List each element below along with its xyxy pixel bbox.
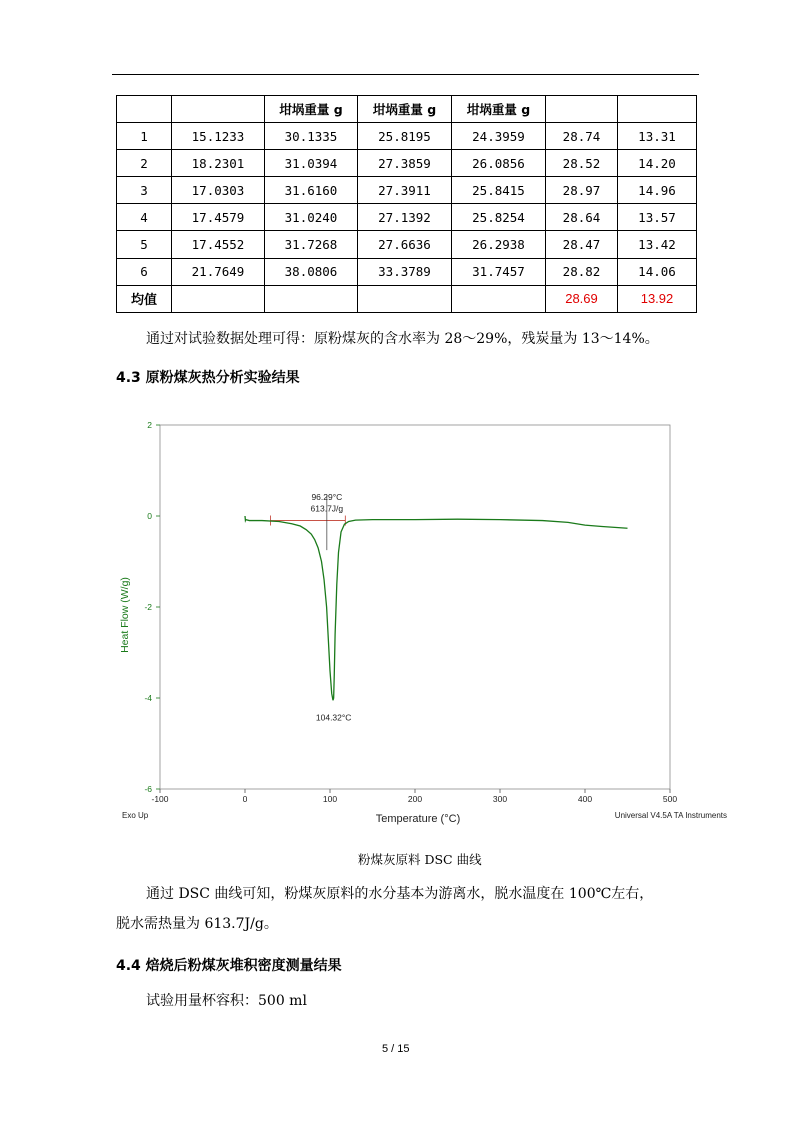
y-tick-label: -6 [144,784,152,794]
table-cell: 13.42 [618,231,697,258]
x-tick-label: 400 [577,794,593,804]
figure-caption: 粉煤灰原料 DSC 曲线 [358,852,482,867]
table-cell: 17.4552 [172,231,265,258]
x-tick-label: -100 [151,794,169,804]
header-cell [172,96,265,123]
table-row [117,177,697,204]
table-cell: 28.74 [546,123,618,150]
table-cell [358,285,452,312]
dsc-paragraph-line-1: 通过 DSC 曲线可知，粉煤灰原料的水分基本为游离水，脱水温度在 100℃左右， [146,886,654,902]
x-tick-label: 200 [407,794,423,804]
table-cell: 13.31 [618,123,697,150]
average-row [117,285,697,312]
header-cell: 坩埚重量 g [265,96,358,123]
header-rule [112,74,699,75]
x-tick-label: 100 [322,794,338,804]
y-tick-label: -2 [144,602,152,612]
table-cell: 14.96 [618,177,697,204]
table-cell: 28.52 [546,150,618,177]
table-cell: 28.47 [546,231,618,258]
table-cell: 1 [117,123,172,150]
table-cell [265,285,358,312]
table-cell: 5 [117,231,172,258]
table-cell: 17.0303 [172,177,265,204]
exo-up-label: Exo Up [122,811,149,820]
x-tick-label: 500 [662,794,678,804]
table-cell: 38.0806 [265,258,358,285]
peak-min-annotation: 104.32°C [315,712,352,723]
average-label: 均值 [117,285,172,312]
table-cell: 3 [117,177,172,204]
table-cell: 27.1392 [358,204,452,231]
table-cell: 18.2301 [172,150,265,177]
table-cell: 25.8254 [452,204,546,231]
x-axis-label: Temperature (°C) [375,813,461,825]
dsc-paragraph-line-2: 脱水需热量为 613.7J/g。 [116,916,278,932]
table-cell: 27.3911 [358,177,452,204]
dsc-series-line [245,516,628,700]
table-cell: 6 [117,258,172,285]
table-row [117,123,697,150]
plot-frame [160,425,670,789]
y-tick-label: -4 [144,693,152,703]
y-tick-label: 2 [147,420,152,430]
data-table [116,95,697,313]
result-paragraph: 通过对试验数据处理可得：原粉煤灰的含水率为 28～29%，残炭量为 13～14%。 [146,331,659,347]
table-header-row [117,96,697,123]
section-heading-4-4: 4.4 焙烧后粉煤灰堆积密度测量结果 [116,958,342,974]
header-cell [618,96,697,123]
table-cell: 28.97 [546,177,618,204]
header-cell: 坩埚重量 g [358,96,452,123]
table-row [117,204,697,231]
table-cell: 26.0856 [452,150,546,177]
instrument-label: Universal V4.5A TA Instruments [614,811,727,820]
table-cell: 2 [117,150,172,177]
cup-volume-paragraph: 试验用量杯容积：500 ml [146,993,307,1009]
average-carbon: 13.92 [618,285,697,312]
average-moisture: 28.69 [546,285,618,312]
enthalpy-annotation: 613.7J/g [310,503,344,514]
table-cell: 28.82 [546,258,618,285]
table-cell: 31.0394 [265,150,358,177]
table-cell: 27.6636 [358,231,452,258]
header-cell [117,96,172,123]
table-cell: 14.06 [618,258,697,285]
table-cell [452,285,546,312]
y-axis-label: Heat Flow (W/g) [119,577,131,653]
table-cell: 31.7268 [265,231,358,258]
table-cell: 21.7649 [172,258,265,285]
table-cell: 17.4579 [172,204,265,231]
peak-onset-annotation: 96.29°C [311,492,343,503]
table-row [117,258,697,285]
table-cell: 15.1233 [172,123,265,150]
table-cell: 33.3789 [358,258,452,285]
header-cell [546,96,618,123]
table-cell: 25.8415 [452,177,546,204]
table-cell: 25.8195 [358,123,452,150]
table-row [117,150,697,177]
table-cell: 24.3959 [452,123,546,150]
table-cell: 30.1335 [265,123,358,150]
table-cell: 4 [117,204,172,231]
table-cell: 26.2938 [452,231,546,258]
table-cell: 28.64 [546,204,618,231]
section-heading-4-3: 4.3 原粉煤灰热分析实验结果 [116,370,300,386]
table-cell: 31.6160 [265,177,358,204]
table-row [117,231,697,258]
x-tick-label: 0 [242,794,248,804]
table-cell [172,285,265,312]
table-cell: 31.0240 [265,204,358,231]
table-cell: 14.20 [618,150,697,177]
dsc-chart [0,415,793,835]
table-cell: 27.3859 [358,150,452,177]
y-tick-label: 0 [147,511,152,521]
header-cell: 坩埚重量 g [452,96,546,123]
page-number: 5 / 15 [382,1043,410,1055]
x-tick-label: 300 [492,794,508,804]
table-cell: 31.7457 [452,258,546,285]
table-cell: 13.57 [618,204,697,231]
